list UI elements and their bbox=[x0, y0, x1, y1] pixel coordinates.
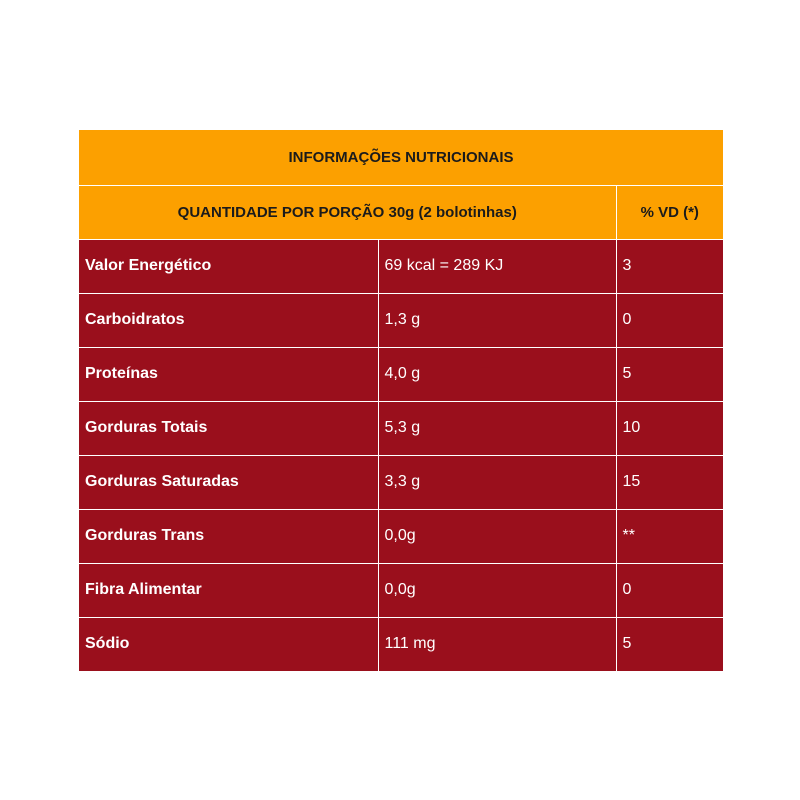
nutrient-name: Carboidratos bbox=[79, 293, 378, 347]
nutrient-daily-value: 5 bbox=[616, 617, 723, 671]
nutrition-facts-table bbox=[79, 130, 723, 671]
nutrient-daily-value: 3 bbox=[616, 239, 723, 293]
nutrient-name: Gorduras Totais bbox=[79, 401, 378, 455]
table-row bbox=[79, 509, 723, 563]
table-row bbox=[79, 455, 723, 509]
table-row bbox=[79, 563, 723, 617]
nutrient-name: Gorduras Trans bbox=[79, 509, 378, 563]
nutrient-daily-value: ** bbox=[616, 509, 723, 563]
nutrient-daily-value: 0 bbox=[616, 563, 723, 617]
table-title: INFORMAÇÕES NUTRICIONAIS bbox=[79, 130, 723, 185]
table-row bbox=[79, 401, 723, 455]
table-row bbox=[79, 293, 723, 347]
nutrient-name: Fibra Alimentar bbox=[79, 563, 378, 617]
nutrient-daily-value: 0 bbox=[616, 293, 723, 347]
nutrient-amount: 5,3 g bbox=[378, 401, 616, 455]
nutrient-amount: 1,3 g bbox=[378, 293, 616, 347]
table-row bbox=[79, 239, 723, 293]
nutrient-name: Sódio bbox=[79, 617, 378, 671]
nutrient-amount: 69 kcal = 289 KJ bbox=[378, 239, 616, 293]
nutrient-name: Valor Energético bbox=[79, 239, 378, 293]
nutrient-name: Proteínas bbox=[79, 347, 378, 401]
nutrient-daily-value: 5 bbox=[616, 347, 723, 401]
table-header-row bbox=[79, 185, 723, 239]
nutrient-amount: 0,0g bbox=[378, 509, 616, 563]
nutrient-amount: 111 mg bbox=[378, 617, 616, 671]
nutrient-daily-value: 15 bbox=[616, 455, 723, 509]
table-title-row bbox=[79, 130, 723, 185]
table-row bbox=[79, 347, 723, 401]
daily-value-header: % VD (*) bbox=[616, 185, 723, 239]
portion-header: QUANTIDADE POR PORÇÃO 30g (2 bolotinhas) bbox=[79, 185, 616, 239]
nutrient-amount: 0,0g bbox=[378, 563, 616, 617]
nutrient-name: Gorduras Saturadas bbox=[79, 455, 378, 509]
table-row bbox=[79, 617, 723, 671]
nutrient-amount: 4,0 g bbox=[378, 347, 616, 401]
nutrient-daily-value: 10 bbox=[616, 401, 723, 455]
nutrient-amount: 3,3 g bbox=[378, 455, 616, 509]
